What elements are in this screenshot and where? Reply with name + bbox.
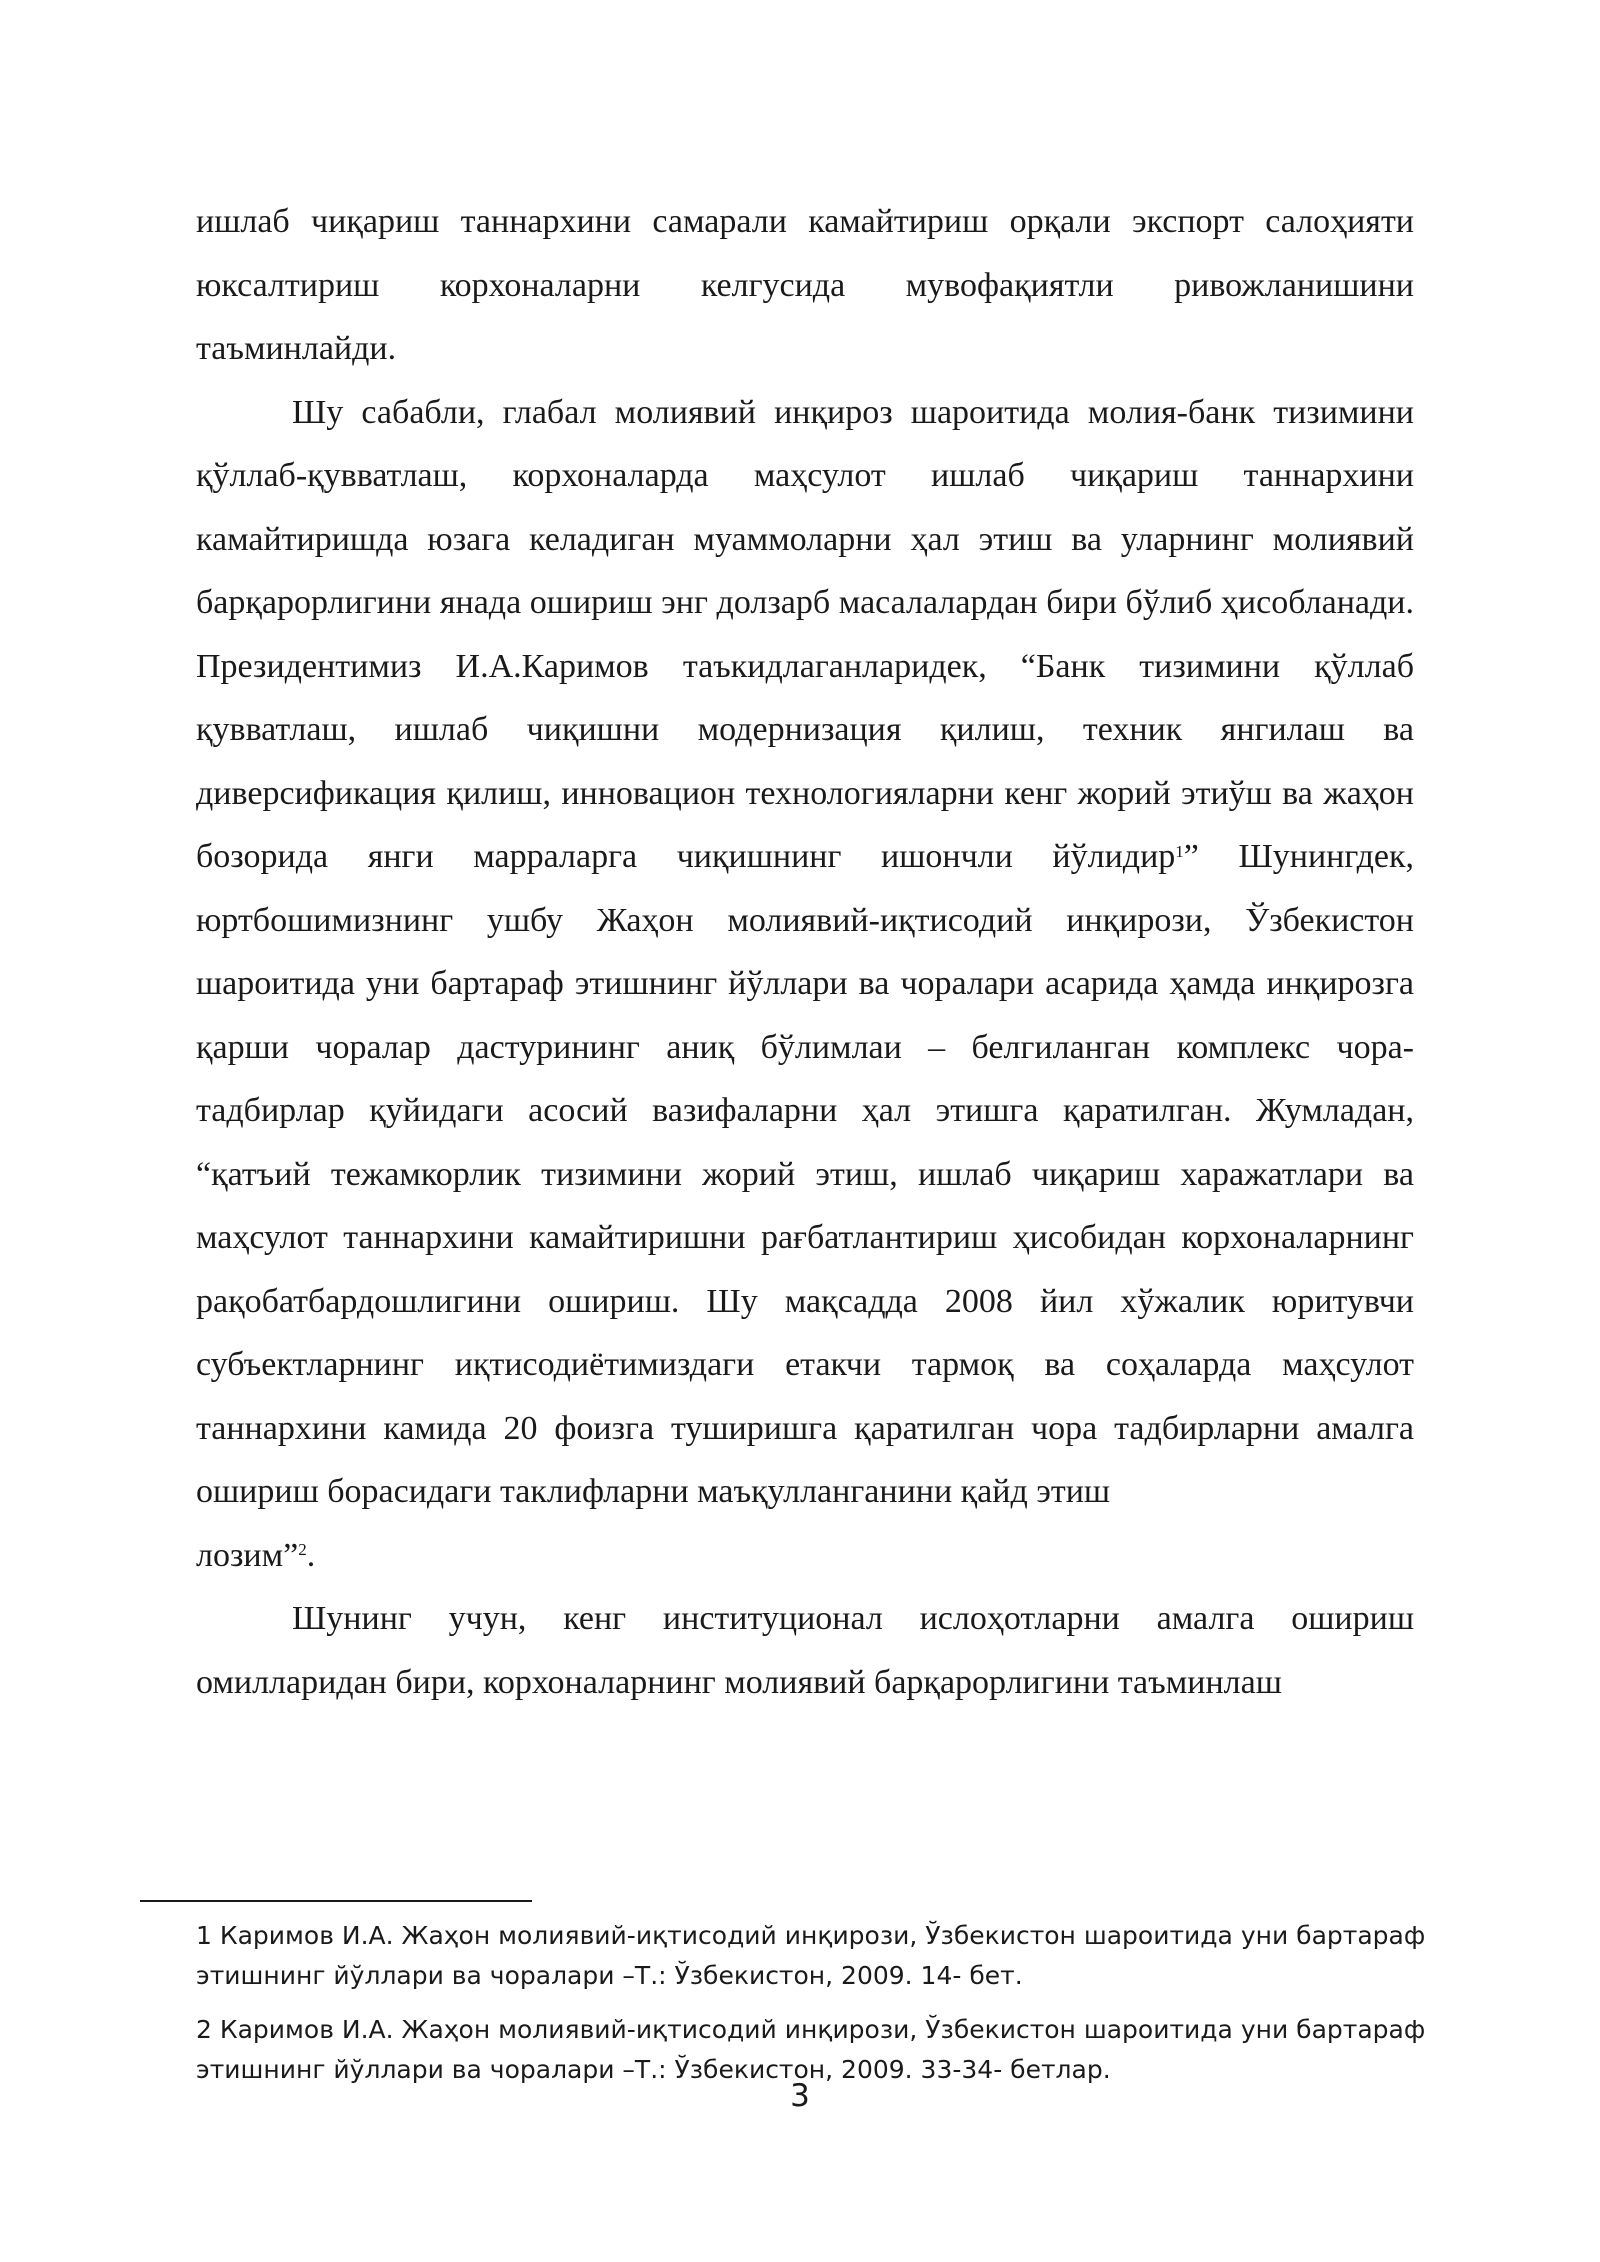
paragraph-text: .: [306, 1536, 316, 1574]
paragraph-text: лозим”: [196, 1536, 299, 1574]
footnotes: [196, 1916, 1536, 2104]
footnote-1: 1 Каримов И.А. Жаҳон молиявий-иқтисодий инқирози, Ўзбекистон шароитида уни бартараф этишнинг йўллари ва чоралари –Т.: Ўзбекистон, 2009. 14- бет.: [196, 1921, 1426, 1990]
paragraph-continuation: [196, 190, 1414, 381]
page-number: 3: [790, 2078, 810, 2114]
footnote-ref-1[interactable]: 1: [1175, 841, 1184, 861]
footnote-separator: [140, 1900, 532, 1902]
footnote-2: 2 Каримов И.А. Жаҳон молиявий-иқтисодий инқирози, Ўзбекистон шароитида уни бартараф этишнинг йўллари ва чоралари –Т.: Ўзбекистон, 2009. 33-34- бетлар.: [196, 2015, 1426, 2084]
body-text: [196, 190, 1414, 1714]
paragraph-next: [196, 1587, 1414, 1714]
paragraph-text: Шу сабабли, глабал молиявий инқироз шароитида молия-банк тизимини қўллаб-қувватлаш, корхоналарда маҳсулот ишлаб чиқариш таннархини камайтиришда юзага келадиган муаммоларни ҳал этиш ва уларнинг молиявий барқарорлигини янада ошириш энг долзарб масалалардан бири бўлиб ҳисобланади. Президентимиз И.А.Каримов таъкидлаганларидек, “Банк тизимини қўллаб қувватлаш, ишлаб чиқишни модернизация қилиш, техник янгилаш ва диверсификация қилиш, инновацион технологияларни кенг жорий этиўш ва жаҳон бозорида янги марраларга чиқишнинг ишончли йўлидир: [196, 393, 1414, 875]
footnote-ref-2[interactable]: 2: [298, 1540, 307, 1560]
paragraph-text: ” Шунингдек, юртбошимизнинг ушбу Жаҳон молиявий-иқтисодий инқирози, Ўзбекистон шароитида уни бартараф этишнинг йўллари ва чоралари асарида ҳамда инқирозга қарши чоралар дастурининг аниқ бўлимлаи – белгиланган комплекс чора-тадбирлар қуйидаги асосий вазифаларни ҳал этишга қаратилган. Жумладан, “қатъий тежамкорлик тизимини жорий этиш, ишлаб чиқариш харажатлари ва маҳсулот таннархини камайтиришни рағбатлантириш ҳисобидан корхоналарнинг рақобатбардошлигини ошириш. Шу мақсадда 2008 йил хўжалик юритувчи субъектларнинг иқтисодиётимиздаги етакчи тармоқ ва соҳаларда маҳсулот таннархини камида 20 фоизга туширишга қаратилган чора тадбирларни амалга ошириш борасидаги таклифларни маъқулланганини қайд этиш: [196, 838, 1415, 1510]
paragraph-text: Шунинг учун, кенг институционал ислоҳотларни амалга ошириш омилларидан бири, корхоналарнинг молиявий барқарорлигини таъминлаш: [196, 1600, 1414, 1701]
paragraph-text: ишлаб чиқариш таннархини самарали камайтириш орқали экспорт салоҳияти юксалтириш корхоналарни келгусида мувофақиятли ривожланишини таъминлайди.: [196, 203, 1414, 367]
paragraph-quote: [196, 381, 1414, 1588]
